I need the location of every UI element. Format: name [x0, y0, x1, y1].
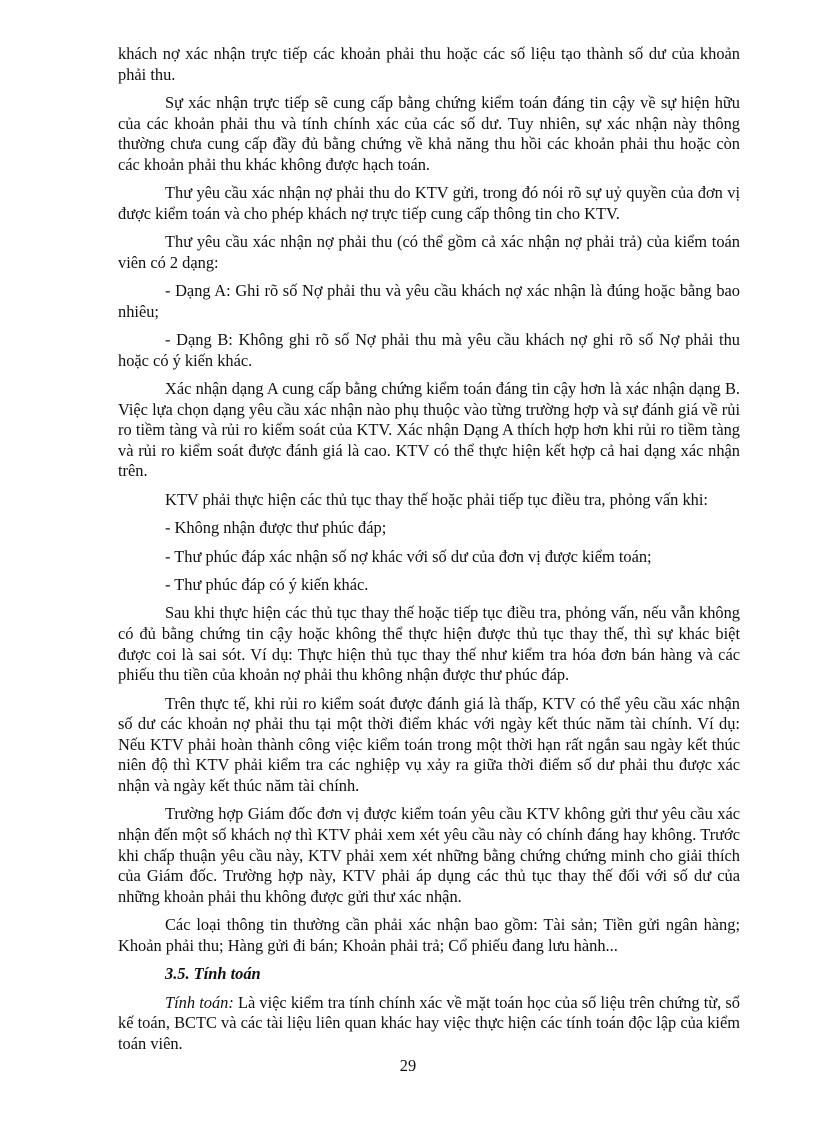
paragraph-form-comparison: Xác nhận dạng A cung cấp bằng chứng kiểm toán đáng tin cậy hơn là xác nhận dạng B. Việc lựa chọn dạng yêu cầu xác nhận nào phụ thuộc vào từng trường hợp và sự đánh giá về rủi ro tiềm tàng và rủi ro kiểm soát của KTV. Xác nhận Dạng A thích hợp hơn khi rủi ro tiềm tàng và rủi ro kiểm soát được đánh giá là cao. KTV có thể thực hiện kết hợp cả hai dạng xác nhận trên.: [118, 379, 740, 481]
calculation-lead-term: Tính toán:: [165, 992, 234, 1012]
paragraph-information-types: Các loại thông tin thường cần phải xác nhận bao gồm: Tài sản; Tiền gửi ngân hàng; Khoản phải thu; Hàng gửi đi bán; Khoản phải trả; Cổ phiếu đang lưu hành...: [118, 915, 740, 955]
paragraph-misstatement: Sau khi thực hiện các thủ tục thay thế hoặc tiếp tục điều tra, phỏng vấn, nếu vẫn không có đủ bằng chứng tin cậy hoặc không thể thực hiện được thủ tục thay thế, thì sự khác biệt được coi là sai sót. Ví dụ: Thực hiện thủ tục thay thế như kiểm tra hóa đơn bán hàng và các phiếu thu tiền của khoản nợ phải thu không nhận được thư phúc đáp.: [118, 603, 740, 685]
list-item-no-reply: - Không nhận được thư phúc đáp;: [165, 518, 387, 538]
paragraph-letter-forms: Thư yêu cầu xác nhận nợ phải thu (có thể gồm cả xác nhận nợ phải trả) của kiểm toán viên có 2 dạng:: [118, 232, 740, 272]
list-item-different-balance: - Thư phúc đáp xác nhận số nợ khác với số dư của đơn vị được kiểm toán;: [165, 546, 652, 566]
list-item-form-b: - Dạng B: Không ghi rõ số Nợ phải thu mà yêu cầu khách nợ ghi rõ số Nợ phải thu hoặc có ý kiến khác.: [118, 330, 740, 370]
page-number: 29: [399, 1056, 417, 1075]
calculation-definition: Là việc kiểm tra tính chính xác về mặt toán học của số liệu trên chứng từ, sổ kế toán, BCTC và các tài liệu liên quan khác hay việc thực hiện các tính toán độc lập của kiểm toán viên.: [118, 992, 740, 1053]
list-item-other-opinion: - Thư phúc đáp có ý kiến khác.: [165, 575, 369, 595]
document-page: [118, 44, 740, 1054]
paragraph-calculation: [118, 993, 740, 1055]
paragraph-continuation: khách nợ xác nhận trực tiếp các khoản phải thu hoặc các số liệu tạo thành số dư của khoản phải thu.: [118, 44, 740, 84]
paragraph-alternative-procedures: KTV phải thực hiện các thủ tục thay thế hoặc phải tiếp tục điều tra, phỏng vấn khi:: [165, 489, 708, 509]
paragraph-confirmation-letter: Thư yêu cầu xác nhận nợ phải thu do KTV gửi, trong đó nói rõ sự uỷ quyền của đơn vị được kiểm toán và cho phép khách nợ trực tiếp cung cấp thông tin cho KTV.: [118, 183, 740, 223]
section-heading: 3.5. Tính toán: [165, 964, 261, 984]
paragraph-direct-confirmation: Sự xác nhận trực tiếp sẽ cung cấp bằng chứng kiểm toán đáng tin cậy về sự hiện hữu của các khoản phải thu và tính chính xác của các số dư. Tuy nhiên, sự xác nhận này thông thường chưa cung cấp đầy đủ bằng chứng về khả năng thu hồi các khoản phải thu hoặc còn các khoản phải thu khác không được hạch toán.: [118, 92, 740, 174]
paragraph-director-request: Trường hợp Giám đốc đơn vị được kiểm toán yêu cầu KTV không gửi thư yêu cầu xác nhận đến một số khách nợ thì KTV phải xem xét yêu cầu này có chính đáng hay không. Trước khi chấp thuận yêu cầu này, KTV phải xem xét những bằng chứng chứng minh cho giải thích của Giám đốc. Trường hợp này, KTV phải áp dụng các thủ tục thay thế đối với số dư của những khoản phải thu không được gửi thư xác nhận.: [118, 804, 740, 906]
paragraph-low-control-risk: Trên thực tế, khi rủi ro kiểm soát được đánh giá là thấp, KTV có thể yêu cầu xác nhận số dư các khoản nợ phải thu tại một thời điểm khác với ngày kết thúc năm tài chính. Ví dụ: Nếu KTV phải hoàn thành công việc kiểm toán trong một thời hạn rất ngắn sau ngày kết thúc niên độ thì KTV phải kiểm tra các nghiệp vụ xảy ra giữa thời điểm số dư phải thu được xác nhận và ngày kết thúc năm tài chính.: [118, 693, 740, 795]
list-item-form-a: - Dạng A: Ghi rõ số Nợ phải thu và yêu cầu khách nợ xác nhận là đúng hoặc bằng bao nhiêu;: [118, 281, 740, 321]
